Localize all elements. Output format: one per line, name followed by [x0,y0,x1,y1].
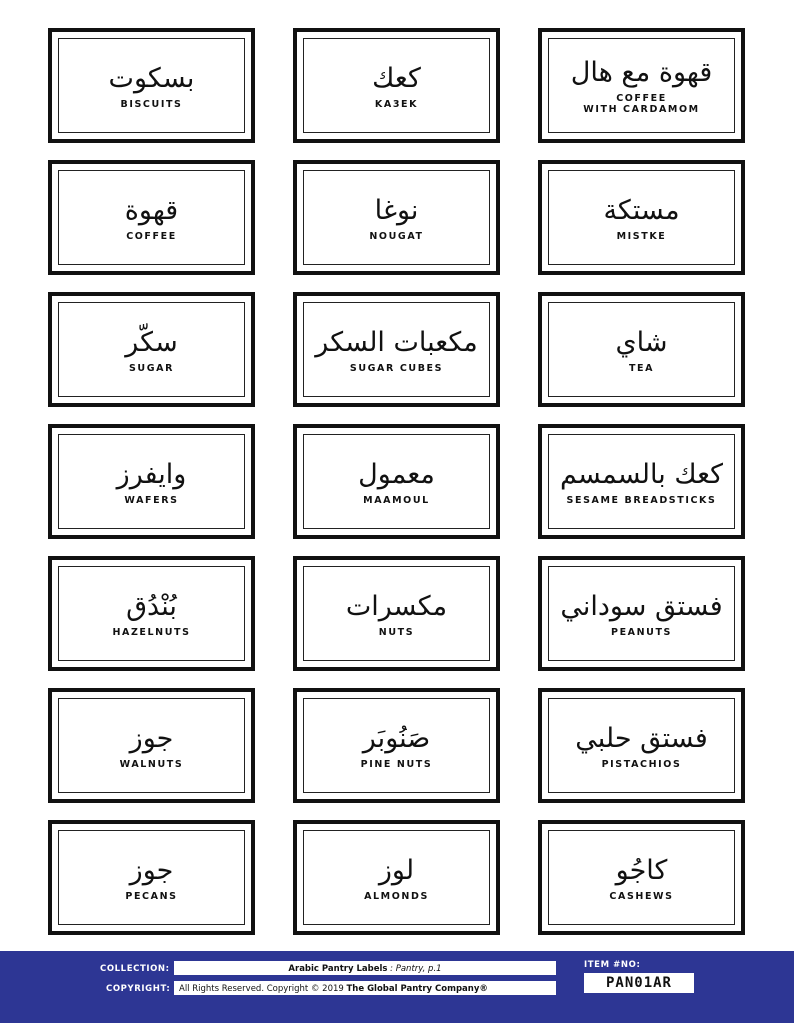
label-grid [48,28,746,935]
label-frame [548,830,735,925]
label-english-text: COFFEE WITH CARDAMOM [583,93,700,115]
label-arabic-text: صَنُوبَر [362,722,431,754]
label-english-text: HAZELNUTS [112,626,191,638]
label-arabic-text: نوغا [374,194,419,226]
pantry-label [293,820,500,935]
label-english-text: CASHEWS [609,890,674,902]
label-english-text: BISCUITS [120,98,183,110]
label-arabic-text: لوز [378,854,415,886]
label-english-text: TEA [628,362,655,374]
label-frame [58,434,245,529]
pantry-label [538,820,745,935]
label-english-text: MAAMOUL [363,494,430,506]
label-english-text: SESAME BREADSTICKS [566,494,717,506]
label-arabic-text: كعك بالسمسم [560,458,723,490]
label-arabic-text: قهوة مع هال [570,57,713,88]
label-english-text: SUGAR [128,362,175,374]
label-frame [58,170,245,265]
label-frame [58,698,245,793]
label-arabic-text: بُنْدُق [126,590,177,622]
label-frame [303,698,490,793]
label-arabic-text: وايفرز [116,458,187,490]
label-arabic-text: كاجُو [615,854,668,886]
label-english-text: WALNUTS [119,758,184,770]
label-arabic-text: شاي [615,326,668,358]
label-frame [548,302,735,397]
pantry-label [48,688,255,803]
label-arabic-text: مستكة [603,194,680,226]
label-english-text: NOUGAT [369,230,424,242]
collection-field [174,961,556,975]
label-english-text: PISTACHIOS [601,758,682,770]
pantry-label [293,292,500,407]
label-frame [58,38,245,133]
label-english-text: NUTS [378,626,415,638]
pantry-label [538,292,745,407]
label-frame [548,170,735,265]
label-frame [548,38,735,133]
label-frame [58,302,245,397]
label-arabic-text: مكعبات السكر [315,326,478,358]
label-arabic-text: جوز [129,722,174,754]
label-frame [303,170,490,265]
label-english-text: COFFEE [126,230,177,242]
label-frame [303,38,490,133]
collection-subtitle: : Pantry, p.1 [387,964,442,974]
pantry-label [538,688,745,803]
pantry-label [538,28,745,143]
label-arabic-text: معمول [358,458,435,490]
label-arabic-text: فستق حلبي [575,722,708,754]
label-english-text: SUGAR CUBES [349,362,444,374]
label-english-text: MISTKE [616,230,667,242]
label-english-text: WAFERS [124,494,179,506]
label-arabic-text: جوز [129,854,174,886]
collection-label: COLLECTION: [100,964,170,974]
label-arabic-text: سكّر [125,326,178,358]
label-english-text: PEANUTS [611,626,672,638]
copyright-field [174,981,556,995]
pantry-label [48,820,255,935]
label-frame [58,566,245,661]
pantry-label [538,424,745,539]
label-arabic-text: مكسرات [345,590,448,622]
copyright-label: COPYRIGHT: [106,984,171,994]
label-frame [548,434,735,529]
pantry-label [538,160,745,275]
collection-title: Arabic Pantry Labels [288,964,388,974]
pantry-label [293,424,500,539]
label-frame [548,698,735,793]
pantry-label [293,556,500,671]
copyright-text: All Rights Reserved. Copyright © 2019 [179,984,347,994]
label-frame [303,830,490,925]
label-frame [303,302,490,397]
label-frame [548,566,735,661]
pantry-label [48,556,255,671]
label-frame [58,830,245,925]
pantry-label [538,556,745,671]
label-frame [303,434,490,529]
item-number-value: PAN01AR [584,973,694,993]
label-english-text: PECANS [125,890,178,902]
pantry-label [293,688,500,803]
pantry-label [48,292,255,407]
pantry-label [293,28,500,143]
label-arabic-text: فستق سوداني [560,590,723,622]
copyright-company: The Global Pantry Company® [346,984,488,994]
label-arabic-text: كعك [372,62,421,94]
label-frame [303,566,490,661]
label-english-text: KA3EK [374,98,419,110]
pantry-label [293,160,500,275]
label-arabic-text: قهوة [124,194,179,226]
pantry-label [48,28,255,143]
pantry-label [48,160,255,275]
item-number-label: ITEM #NO: [584,960,641,970]
label-english-text: PINE NUTS [360,758,433,770]
label-english-text: ALMONDS [364,890,429,902]
pantry-label [48,424,255,539]
footer-bar [0,951,794,1023]
label-arabic-text: بسكوت [108,62,195,94]
